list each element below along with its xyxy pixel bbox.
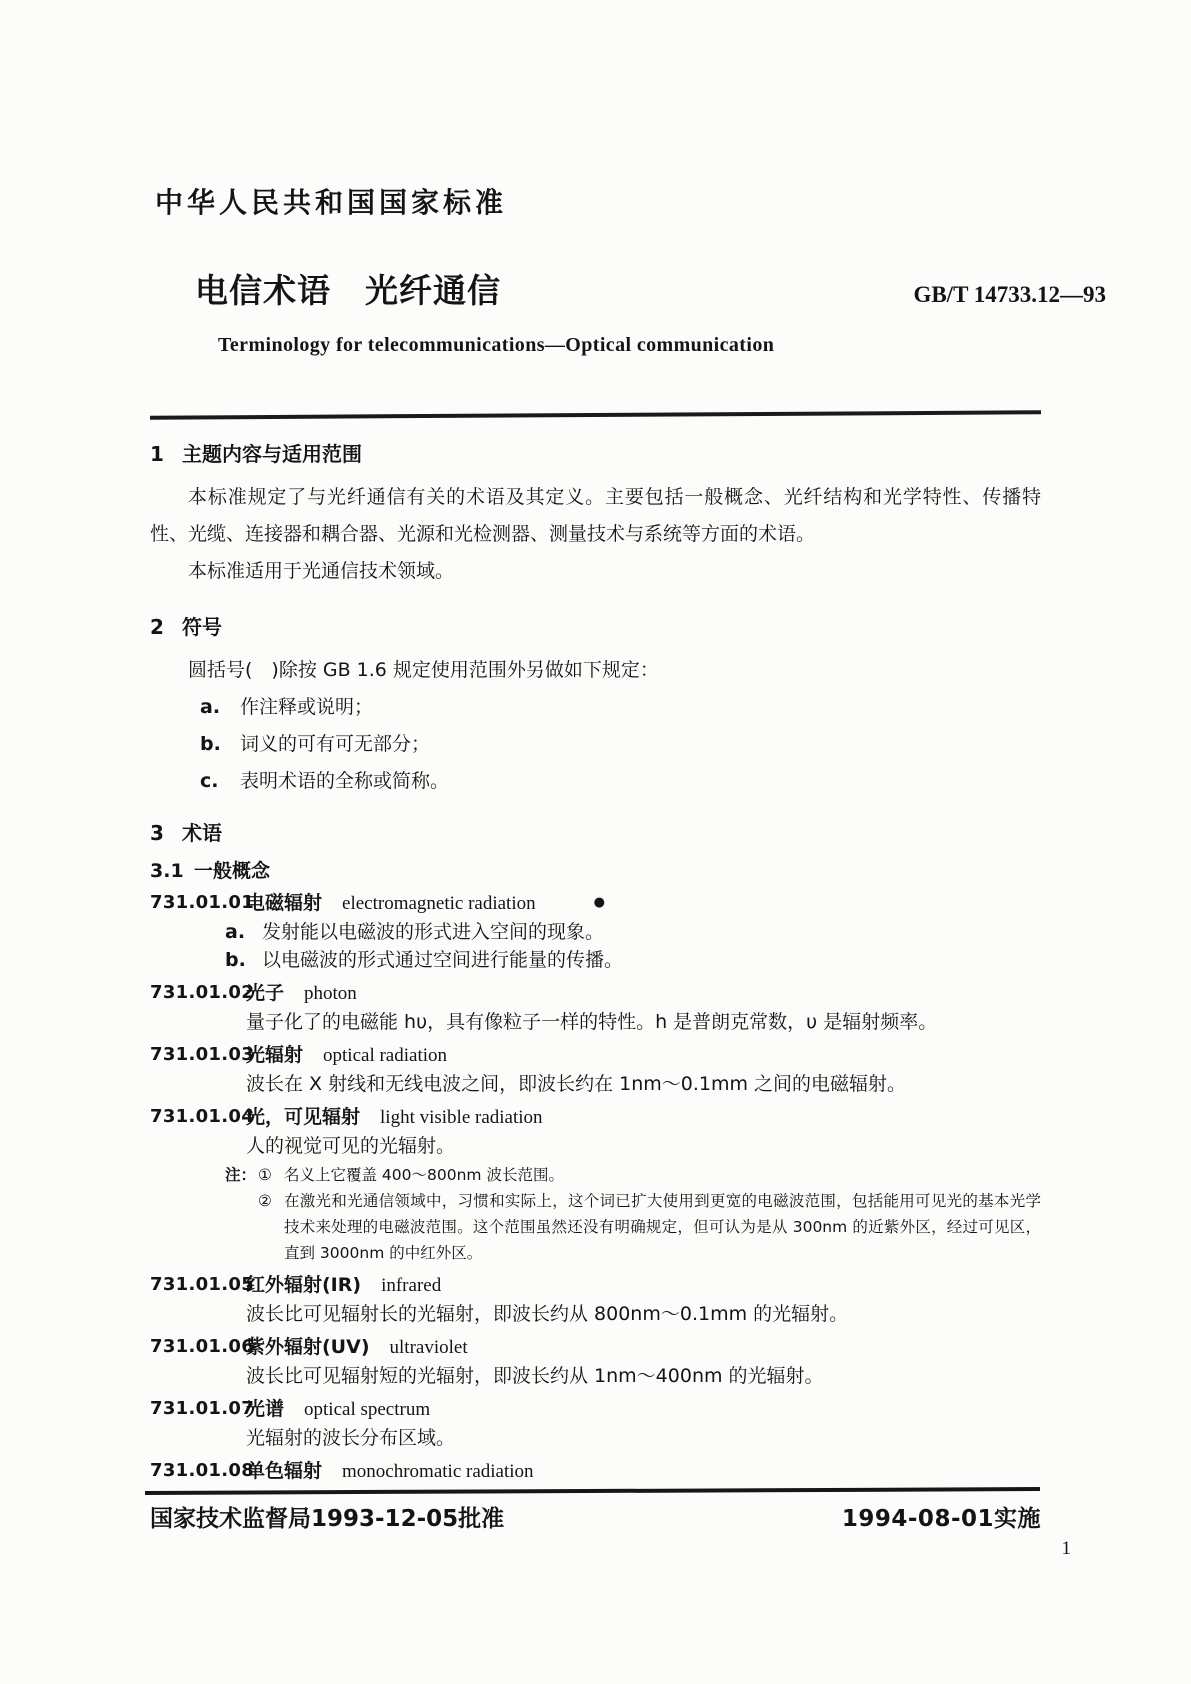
term-name-cn: 光谱: [246, 1398, 285, 1420]
note-row: [225, 1188, 1041, 1266]
term-body: [246, 1271, 1041, 1328]
term-code: 731.01.03: [150, 1044, 255, 1065]
section1-heading-text: 主题内容与适用范围: [182, 442, 362, 466]
term-body: [246, 1457, 1041, 1486]
approval-authority-date: 国家技术监督局1993-12-05批准: [150, 1506, 505, 1532]
term-name-en: photon: [304, 983, 357, 1004]
term-line: [246, 1395, 1041, 1424]
section1-paragraph2: 本标准适用于光通信技术领域。: [188, 560, 455, 582]
implementation-date: 1994-08-01实施: [841, 1506, 1041, 1532]
definition-text: 发射能以电磁波的形式进入空间的现象。: [262, 921, 605, 943]
term-entry: [150, 1333, 1041, 1390]
section3-heading: [150, 820, 1041, 846]
subsection-number: 3.1: [150, 860, 184, 882]
term-code: 731.01.07: [150, 1398, 255, 1419]
section1-heading: [150, 441, 1041, 467]
term-name-cn: 光辐射: [246, 1044, 304, 1066]
term-entry: [150, 1041, 1041, 1098]
term-line: [246, 1457, 1041, 1486]
term-code: 731.01.06: [150, 1336, 255, 1357]
section2-intro: 圆括号( )除按 GB 1.6 规定使用范围外另做如下规定：: [188, 659, 659, 681]
definition-text: 波长比可见辐射短的光辐射，即波长约从 1nm～400nm 的光辐射。: [246, 1365, 824, 1387]
definition-text: 人的视觉可见的光辐射。: [246, 1135, 456, 1157]
section2-number: 2: [150, 615, 164, 639]
term-code: 731.01.08: [150, 1460, 255, 1481]
term-name-cn: 紫外辐射(UV): [246, 1336, 370, 1358]
note-row: [225, 1162, 1041, 1188]
header-divider-rule: [150, 410, 1041, 419]
item-label: a.: [200, 696, 221, 718]
term-entry: [150, 1271, 1041, 1328]
term-line: [246, 1271, 1041, 1300]
term-entry: [150, 1457, 1041, 1486]
term-code: 731.01.02: [150, 982, 255, 1003]
term-body: [246, 1041, 1041, 1098]
footer-divider-rule: [145, 1487, 1040, 1495]
item-label: b.: [200, 733, 221, 755]
term-line: [246, 1333, 1041, 1362]
item-label: c.: [200, 770, 219, 792]
term-name-cn: 电磁辐射: [246, 892, 323, 914]
term-entry: [150, 889, 1041, 974]
term-name-en: ultraviolet: [389, 1337, 468, 1358]
item-text: 表明术语的全称或简称。: [240, 770, 450, 792]
note-number: ①: [258, 1166, 272, 1184]
note-block: [225, 1162, 1041, 1266]
term-body: [225, 889, 1041, 974]
note-text: 在激光和光通信领域中，习惯和实际上，这个词已扩大使用到更宽的电磁波范围，包括能用可见光的基本光学技术来处理的电磁波范围。这个范围虽然还没有明确规定，但可认为是从 300nm 的近紫外区，经过可见区，直到 3000nm 的中红外区。: [284, 1192, 1041, 1262]
term-entry: [150, 1103, 1041, 1266]
term-name-en: monochromatic radiation: [342, 1461, 534, 1482]
bullet-mark: ●: [593, 895, 605, 910]
item-text: 词义的可有可无部分；: [240, 733, 431, 755]
term-name-en: electromagnetic radiation: [342, 893, 536, 914]
definition-item: [225, 946, 1041, 974]
note-label: 注：: [225, 1166, 257, 1184]
definition-item: [225, 918, 1041, 946]
item-text: 作注释或说明；: [240, 696, 374, 718]
section1-paragraph1: 本标准规定了与光纤通信有关的术语及其定义。主要包括一般概念、光纤结构和光学特性、传播特性、光缆、连接器和耦合器、光源和光检测器、测量技术与系统等方面的术语。: [150, 486, 1041, 545]
term-body: [225, 1103, 1041, 1266]
note-label-spacer: [225, 1188, 258, 1266]
note-text: 名义上它覆盖 400～800nm 波长范围。: [284, 1166, 564, 1184]
symbol-rule-item: [150, 726, 1041, 763]
section1-number: 1: [150, 442, 164, 466]
term-code: 731.01.04: [150, 1106, 255, 1127]
term-line: [246, 1103, 1041, 1132]
document-title: 电信术语 光纤通信: [195, 271, 501, 310]
term-name-en: optical radiation: [323, 1045, 447, 1066]
term-name-cn: 红外辐射(IR): [246, 1274, 362, 1296]
term-code: 731.01.05: [150, 1274, 255, 1295]
term-line: [246, 1041, 1041, 1070]
term-line: [246, 979, 1041, 1008]
terminology-list: [150, 889, 1041, 1486]
term-body: [246, 1333, 1041, 1390]
section3-subheading: [150, 858, 1041, 884]
term-entry: [150, 1395, 1041, 1452]
term-line: [246, 889, 1041, 918]
definition-text: 光辐射的波长分布区域。: [246, 1427, 456, 1449]
symbol-rule-item: [150, 763, 1041, 800]
national-standard-label: 中华人民共和国国家标准: [155, 186, 508, 219]
page-number: 1: [1061, 1538, 1071, 1559]
term-name-en: infrared: [381, 1275, 442, 1296]
term-name-cn: 光子: [246, 982, 285, 1004]
definition-text: 量子化了的电磁能 hυ，具有像粒子一样的特性。h 是普朗克常数，υ 是辐射频率。: [246, 1011, 938, 1033]
term-name-en: light visible radiation: [380, 1107, 543, 1128]
footer-row: [150, 1500, 1041, 1533]
title-row: [0, 265, 1191, 312]
section3-number: 3: [150, 821, 164, 845]
item-label: a.: [225, 921, 246, 943]
definition-text: 波长在 X 射线和无线电波之间，即波长约在 1nm～0.1mm 之间的电磁辐射。: [246, 1073, 907, 1095]
term-code: 731.01.01: [150, 892, 255, 913]
term-name-en: optical spectrum: [304, 1399, 431, 1420]
standard-number: GB/T 14733.12—93: [913, 282, 1106, 307]
english-title: Terminology for telecommunications—Optical communication: [218, 334, 775, 356]
symbol-rule-list: [150, 689, 1041, 800]
term-name-cn: 光，可见辐射: [246, 1106, 361, 1128]
term-entry: [150, 979, 1041, 1036]
definition-text: 波长比可见辐射长的光辐射，即波长约从 800nm～0.1mm 的光辐射。: [246, 1303, 849, 1325]
item-label: b.: [225, 949, 246, 971]
symbol-rule-item: [150, 689, 1041, 726]
term-name-cn: 单色辐射: [246, 1460, 323, 1482]
term-body: [246, 979, 1041, 1036]
term-body: [246, 1395, 1041, 1452]
subsection-heading-text: 一般概念: [194, 860, 271, 882]
section2-heading: [150, 614, 1041, 640]
note-number: ②: [258, 1192, 272, 1210]
section3-heading-text: 术语: [182, 821, 222, 845]
definition-text: 以电磁波的形式通过空间进行能量的传播。: [262, 949, 624, 971]
section2-heading-text: 符号: [182, 615, 222, 639]
